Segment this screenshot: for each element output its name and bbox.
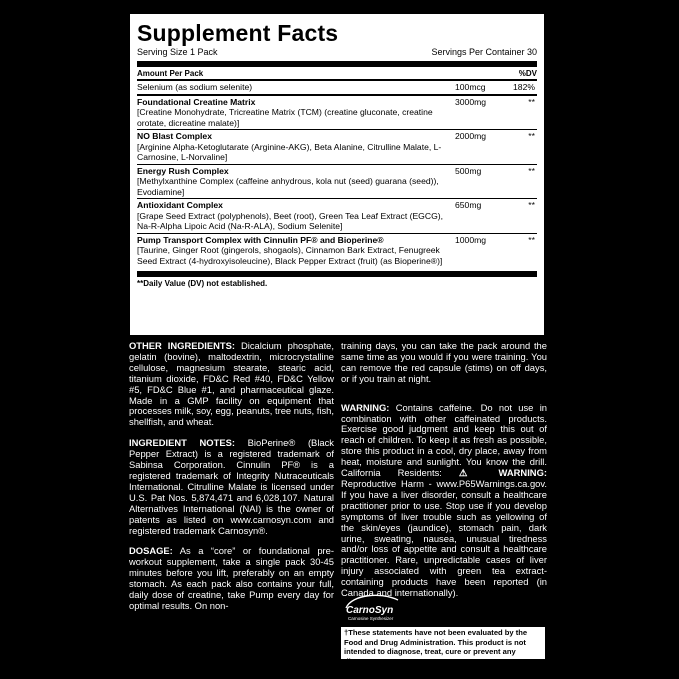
right-text-column — [341, 341, 547, 609]
row-desc: [Arginine Alpha-Ketoglutarate (Arginine-AKG), Beta Alanine, Citrulline Malate, L-Carnosine, L-Norvaline] — [137, 141, 442, 162]
fda-disclaimer: †These statements have not been evaluated by the Food and Drug Administration. This product is not intended to diagnose, treat, cure or prevent any disease. — [340, 626, 546, 660]
row-desc: [Grape Seed Extract (polyphenols), Beet (root), Green Tea Leaf Extract (EGCG), Na-R-Alpha Lipoic Acid (Na-R-ALA), Sodium Selenite] — [137, 210, 444, 231]
row-name: Energy Rush Complex — [137, 165, 229, 176]
row-name: Foundational Creatine Matrix — [137, 96, 256, 107]
serving-size: Serving Size 1 Pack — [137, 47, 218, 57]
row-amount: 2000mg — [455, 131, 487, 141]
row-dv: ** — [528, 165, 535, 176]
facts-row — [137, 198, 537, 233]
row-desc: [Creatine Monohydrate, Tricreatine Matrix (TCM) (creatine gluconate, creatine orotate, dicreatine malate)] — [137, 107, 433, 128]
carnosyn-logo — [342, 592, 402, 624]
facts-row — [137, 164, 537, 199]
prop65-warning-label: ⚠ WARNING: — [458, 467, 547, 479]
row-desc: [Methylxanthine Complex (caffeine anhydrous, kola nut (seed) guarana (seed)), Evodiamine] — [137, 176, 439, 197]
row-desc: [Taurine, Ginger Root (gingerols, shogaols), Cinnamon Bark Extract, Fenugreek Seed Extract (4-hydroxyisoleucine), Black Pepper Extract (fruit) (as Bioperine®)] — [137, 245, 443, 266]
left-text-column — [129, 341, 334, 622]
dosage-continued: training days, you can take the pack around the same time as you would if you were training. You can remove the red capsule (stims) on off days, or if you train at night. — [341, 340, 547, 384]
ingredient-notes — [129, 438, 334, 536]
prop65-warning-text: Reproductive Harm - www.P65Warnings.ca.gov. If you have a liver disorder, consult a healthcare practitioner prior to use. Stop use if you develop symptoms of liver trouble such as yellowing of the skin/eyes (jaundice), stomach pain, dark urine, sweating, nausea, unusual tiredness and/or loss of appetite and consult a healthcare practitioner. Rare, unpredictable cases of liver injury associated with green tea extract-containing products have been reported (in Canada and internationally). — [341, 477, 547, 599]
row-desc: Selenium (as sodium selenite) — [137, 82, 253, 92]
other-ingredients — [129, 341, 334, 428]
warning-text: Contains caffeine. Do not use in combination with other caffeinated products. Exercise good judgment and keep this out of reach of children. To keep it as fresh as possible, store this product in a cool, dry place, away from heat, moisture and sunlight. You know the drill. California Residents: — [341, 401, 547, 479]
row-amount: 3000mg — [455, 96, 487, 107]
other-ingredients-label: OTHER INGREDIENTS: — [129, 340, 235, 351]
row-amount: 1000mg — [455, 234, 487, 245]
row-dv: ** — [528, 96, 535, 107]
row-dv: ** — [528, 200, 535, 210]
row-name: Antioxidant Complex — [137, 200, 223, 210]
row-dv: ** — [528, 131, 535, 141]
dv-header: %DV — [518, 69, 537, 78]
logo-brand: CarnoSyn — [346, 605, 394, 616]
row-name: NO Blast Complex — [137, 131, 212, 141]
thick-divider — [137, 271, 537, 277]
dosage-text: As a “core” or foundational pre-workout supplement, take a single pack 30-45 minutes before you lift, preferably on an empty stomach. As each pack also contains your full, daily dose of creatine, take Pump every day for optimal results. On non- — [129, 545, 334, 611]
other-ingredients-text: Dicalcium phosphate, gelatin (bovine), maltodextrin, microcrystalline cellulose, magnesium stearate, stearic acid, titanium dioxide, FD&C Red #40, FD&C Yellow #5, FD&C Blue #1, and pharmaceutical glaze. Made in a GMP facility on equipment that processes milk, soy, egg, peanuts, tree nuts, fish, shellfish, and wheat. — [129, 340, 334, 428]
facts-title: Supplement Facts — [137, 20, 339, 46]
servings-per-container: Servings Per Container 30 — [431, 47, 537, 57]
serving-info — [137, 47, 537, 58]
supplement-facts-panel — [128, 12, 546, 337]
row-dv: 182% — [513, 82, 535, 92]
facts-row — [137, 233, 537, 268]
warning — [341, 403, 547, 599]
dosage — [129, 546, 334, 611]
facts-row — [137, 79, 537, 94]
row-dv: ** — [528, 234, 535, 245]
row-amount: 650mg — [455, 200, 482, 210]
dosage-label: DOSAGE: — [129, 545, 173, 557]
row-name: Pump Transport Complex with Cinnulin PF® and Bioperine® — [137, 234, 384, 245]
ingredient-notes-label: INGREDIENT NOTES: — [129, 437, 235, 449]
dv-footnote: **Daily Value (DV) not established. — [137, 279, 268, 288]
warning-label: WARNING: — [341, 401, 390, 413]
amount-header: Amount Per Pack — [137, 69, 204, 78]
row-amount: 500mg — [455, 165, 482, 176]
facts-row — [137, 129, 537, 164]
amount-header-row — [137, 67, 537, 79]
row-amount: 100mcg — [455, 82, 486, 92]
ingredient-notes-text: BioPerine® (Black Pepper Extract) is a registered trademark of Sabinsa Corporation. Cinnulin PF® is a registered trademark of Integrity Nutraceuticals International. Citrulline Malate is licensed under U.S. Pat Nos. 5,874,471 and 6,028,107. Natural Alternatives International (NAI) is the owner of patents as listed on www.carnosyn.com and registered trademark Carnosyn®. — [129, 437, 334, 536]
logo-tagline: Carnosine Synthesizer — [348, 616, 394, 621]
facts-row — [137, 94, 537, 130]
